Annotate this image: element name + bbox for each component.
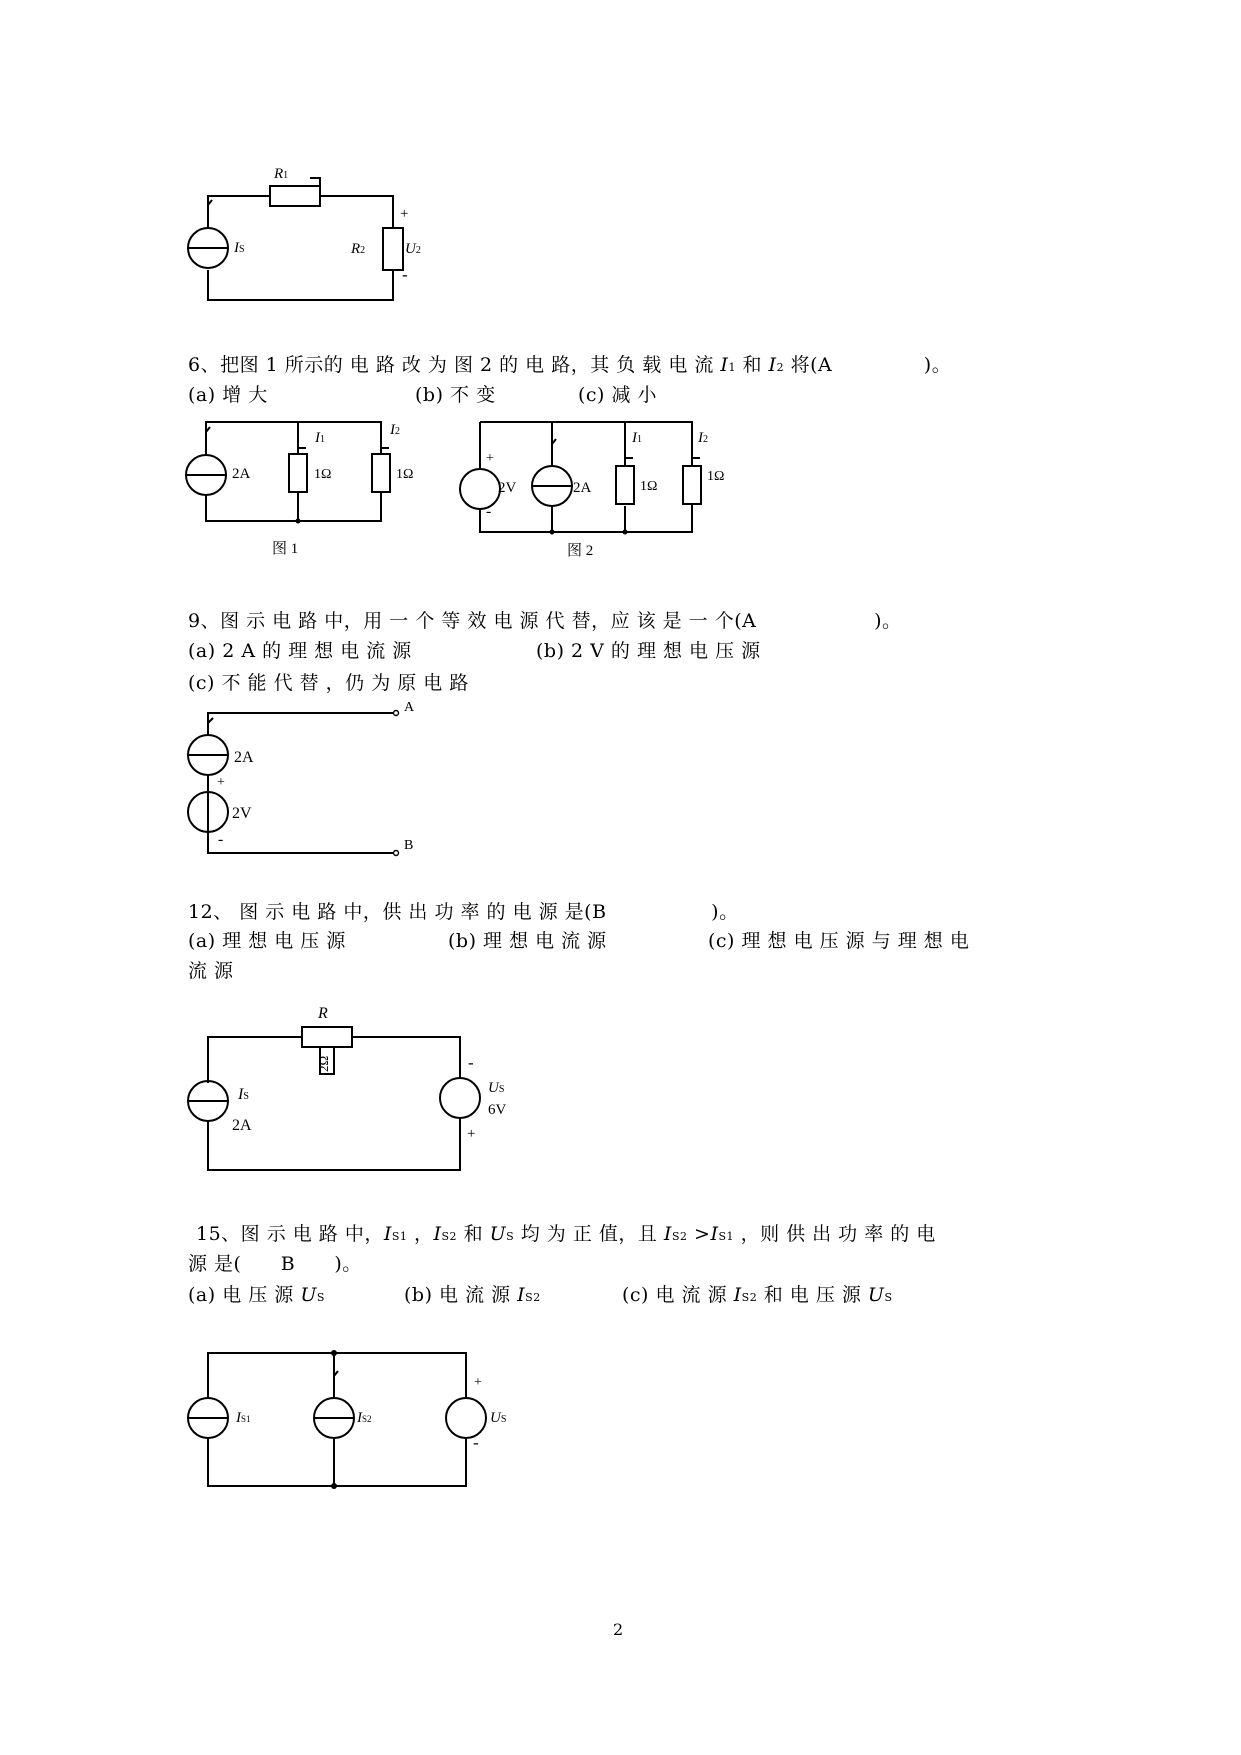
svg-text:I2: I2 xyxy=(698,430,708,446)
svg-text:IS1: IS1 xyxy=(236,1410,251,1426)
question-9-option-c: (c) 不 能 代 替 ，仍 为 原 电 路 xyxy=(188,672,469,694)
svg-text:R1: R1 xyxy=(274,166,289,182)
question-12-option-a: (a) 理 想 电 压 源 xyxy=(188,930,346,952)
svg-text:+: + xyxy=(400,206,409,222)
svg-text:US: US xyxy=(490,1410,507,1426)
question-6-option-b: (b) 不 变 xyxy=(415,384,496,406)
svg-text:6V: 6V xyxy=(488,1102,507,1118)
svg-text:+: + xyxy=(467,1126,476,1142)
svg-text:IS: IS xyxy=(238,1086,249,1103)
svg-text:US: US xyxy=(488,1080,505,1096)
svg-text:1Ω: 1Ω xyxy=(396,467,414,482)
svg-text:图 2: 图 2 xyxy=(567,543,594,559)
question-15-option-c: (c) 电 流 源 IS2 和 电 压 源 US xyxy=(622,1284,893,1306)
question-6-stem: 6、把图 1 所示的 电 路 改 为 图 2 的 电 路，其 负 载 电 流 I1 和 I2 将(A )。 xyxy=(188,354,952,376)
question-9-stem: 9、图 示 电 路 中，用 一 个 等 效 电 源 代 替，应 该 是 一 个(A )。 xyxy=(188,610,902,632)
svg-text:I1: I1 xyxy=(632,430,642,446)
svg-text:A: A xyxy=(404,700,415,715)
svg-text:-: - xyxy=(486,503,492,520)
svg-text:-: - xyxy=(473,1433,479,1452)
question-9-option-a: (a) 2 A 的 理 想 电 流 源 xyxy=(188,640,412,662)
svg-text:+: + xyxy=(217,775,225,790)
svg-text:+: + xyxy=(486,451,494,466)
svg-text:2V: 2V xyxy=(232,805,252,822)
question-15-stem: 15、图 示 电 路 中，IS1 ，IS2 和 US 均 为 正 值，且 IS2 >IS1 ，则 供 出 功 率 的 电 xyxy=(196,1223,936,1245)
svg-text:图 1: 图 1 xyxy=(272,541,299,557)
svg-text:R2: R2 xyxy=(351,241,366,257)
svg-text:2A: 2A xyxy=(234,749,254,766)
svg-text:+: + xyxy=(474,1375,482,1390)
svg-text:1Ω: 1Ω xyxy=(314,467,332,482)
page-number: 2 xyxy=(613,1620,624,1639)
svg-text:-: - xyxy=(218,831,224,848)
question-6-option-c: (c) 减 小 xyxy=(578,384,658,406)
svg-text:IS: IS xyxy=(234,240,245,256)
svg-text:-: - xyxy=(402,265,408,284)
question-12-option-b: (b) 理 想 电 流 源 xyxy=(448,930,607,952)
svg-text:R: R xyxy=(318,1005,328,1022)
question-15-option-b: (b) 电 流 源 IS2 xyxy=(404,1284,541,1306)
question-12-option-c: (c) 理 想 电 压 源 与 理 想 电 xyxy=(708,930,970,952)
svg-text:2A: 2A xyxy=(573,480,592,496)
svg-text:2V: 2V xyxy=(498,480,517,496)
svg-text:I2: I2 xyxy=(390,422,400,438)
question-15-stem-cont: 源 是( B )。 xyxy=(188,1253,362,1275)
question-9-option-b: (b) 2 V 的 理 想 电 压 源 xyxy=(536,640,761,662)
svg-text:IS2: IS2 xyxy=(357,1410,372,1426)
svg-text:2Ω: 2Ω xyxy=(316,1055,331,1072)
svg-text:U2: U2 xyxy=(405,241,421,257)
svg-text:B: B xyxy=(404,838,414,853)
svg-text:1Ω: 1Ω xyxy=(640,479,658,494)
svg-text:I1: I1 xyxy=(315,430,325,446)
question-15-option-a: (a) 电 压 源 US xyxy=(188,1284,325,1306)
svg-text:1Ω: 1Ω xyxy=(707,469,725,484)
question-6-option-a: (a) 增 大 xyxy=(188,384,268,406)
question-12-stem: 12、 图 示 电 路 中，供 出 功 率 的 电 源 是(B )。 xyxy=(188,901,739,923)
svg-text:2A: 2A xyxy=(232,466,251,482)
question-12-option-c-cont: 流 源 xyxy=(188,960,234,982)
svg-text:-: - xyxy=(468,1053,474,1072)
fig15-voltage-source xyxy=(446,1398,486,1438)
svg-text:2A: 2A xyxy=(232,1117,252,1134)
